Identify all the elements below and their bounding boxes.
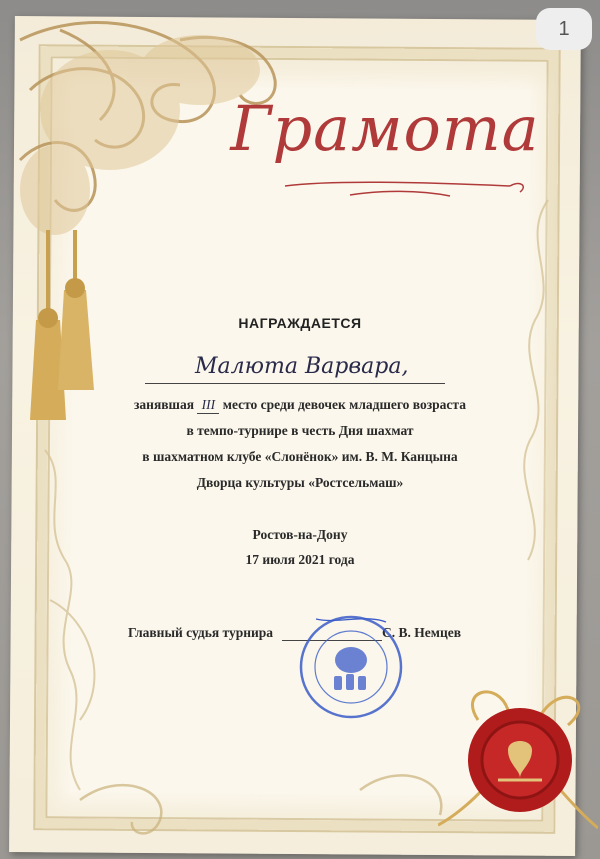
- judge-label: Главный судья турнира: [128, 625, 274, 640]
- place-value: III: [197, 397, 219, 414]
- awarded-heading: НАГРАЖДАЕТСЯ: [238, 315, 362, 331]
- palace-line: Дворца культуры «Ростсельмаш»: [196, 475, 404, 490]
- title-flourish: [285, 182, 523, 196]
- judge-name: С. В. Немцев: [382, 625, 462, 640]
- wax-seal: [438, 680, 598, 830]
- place-suffix: место среди девочек младшего возраста: [222, 397, 466, 412]
- place-line: [0, 397, 600, 414]
- place-prefix: занявшая: [134, 397, 194, 412]
- certificate-title: Грамота: [230, 92, 540, 165]
- page-number-badge: [536, 8, 592, 50]
- club-stamp: [296, 612, 406, 722]
- recipient-name: Малюта Варвара,: [195, 354, 409, 379]
- recipient-name-underline: [145, 383, 445, 384]
- tournament-line: в темпо-турнире в честь Дня шахмат: [186, 423, 414, 438]
- side-vine-left: [45, 450, 94, 790]
- city-line: Ростов-на-Дону: [252, 527, 348, 542]
- side-vine-right: [524, 200, 548, 560]
- date-line: 17 июля 2021 года: [245, 552, 355, 567]
- page-number: 1: [558, 17, 570, 40]
- corner-scroll-bottom: [80, 775, 441, 833]
- club-line: в шахматном клубе «Слонёнок» им. В. М. Канцына: [142, 449, 458, 464]
